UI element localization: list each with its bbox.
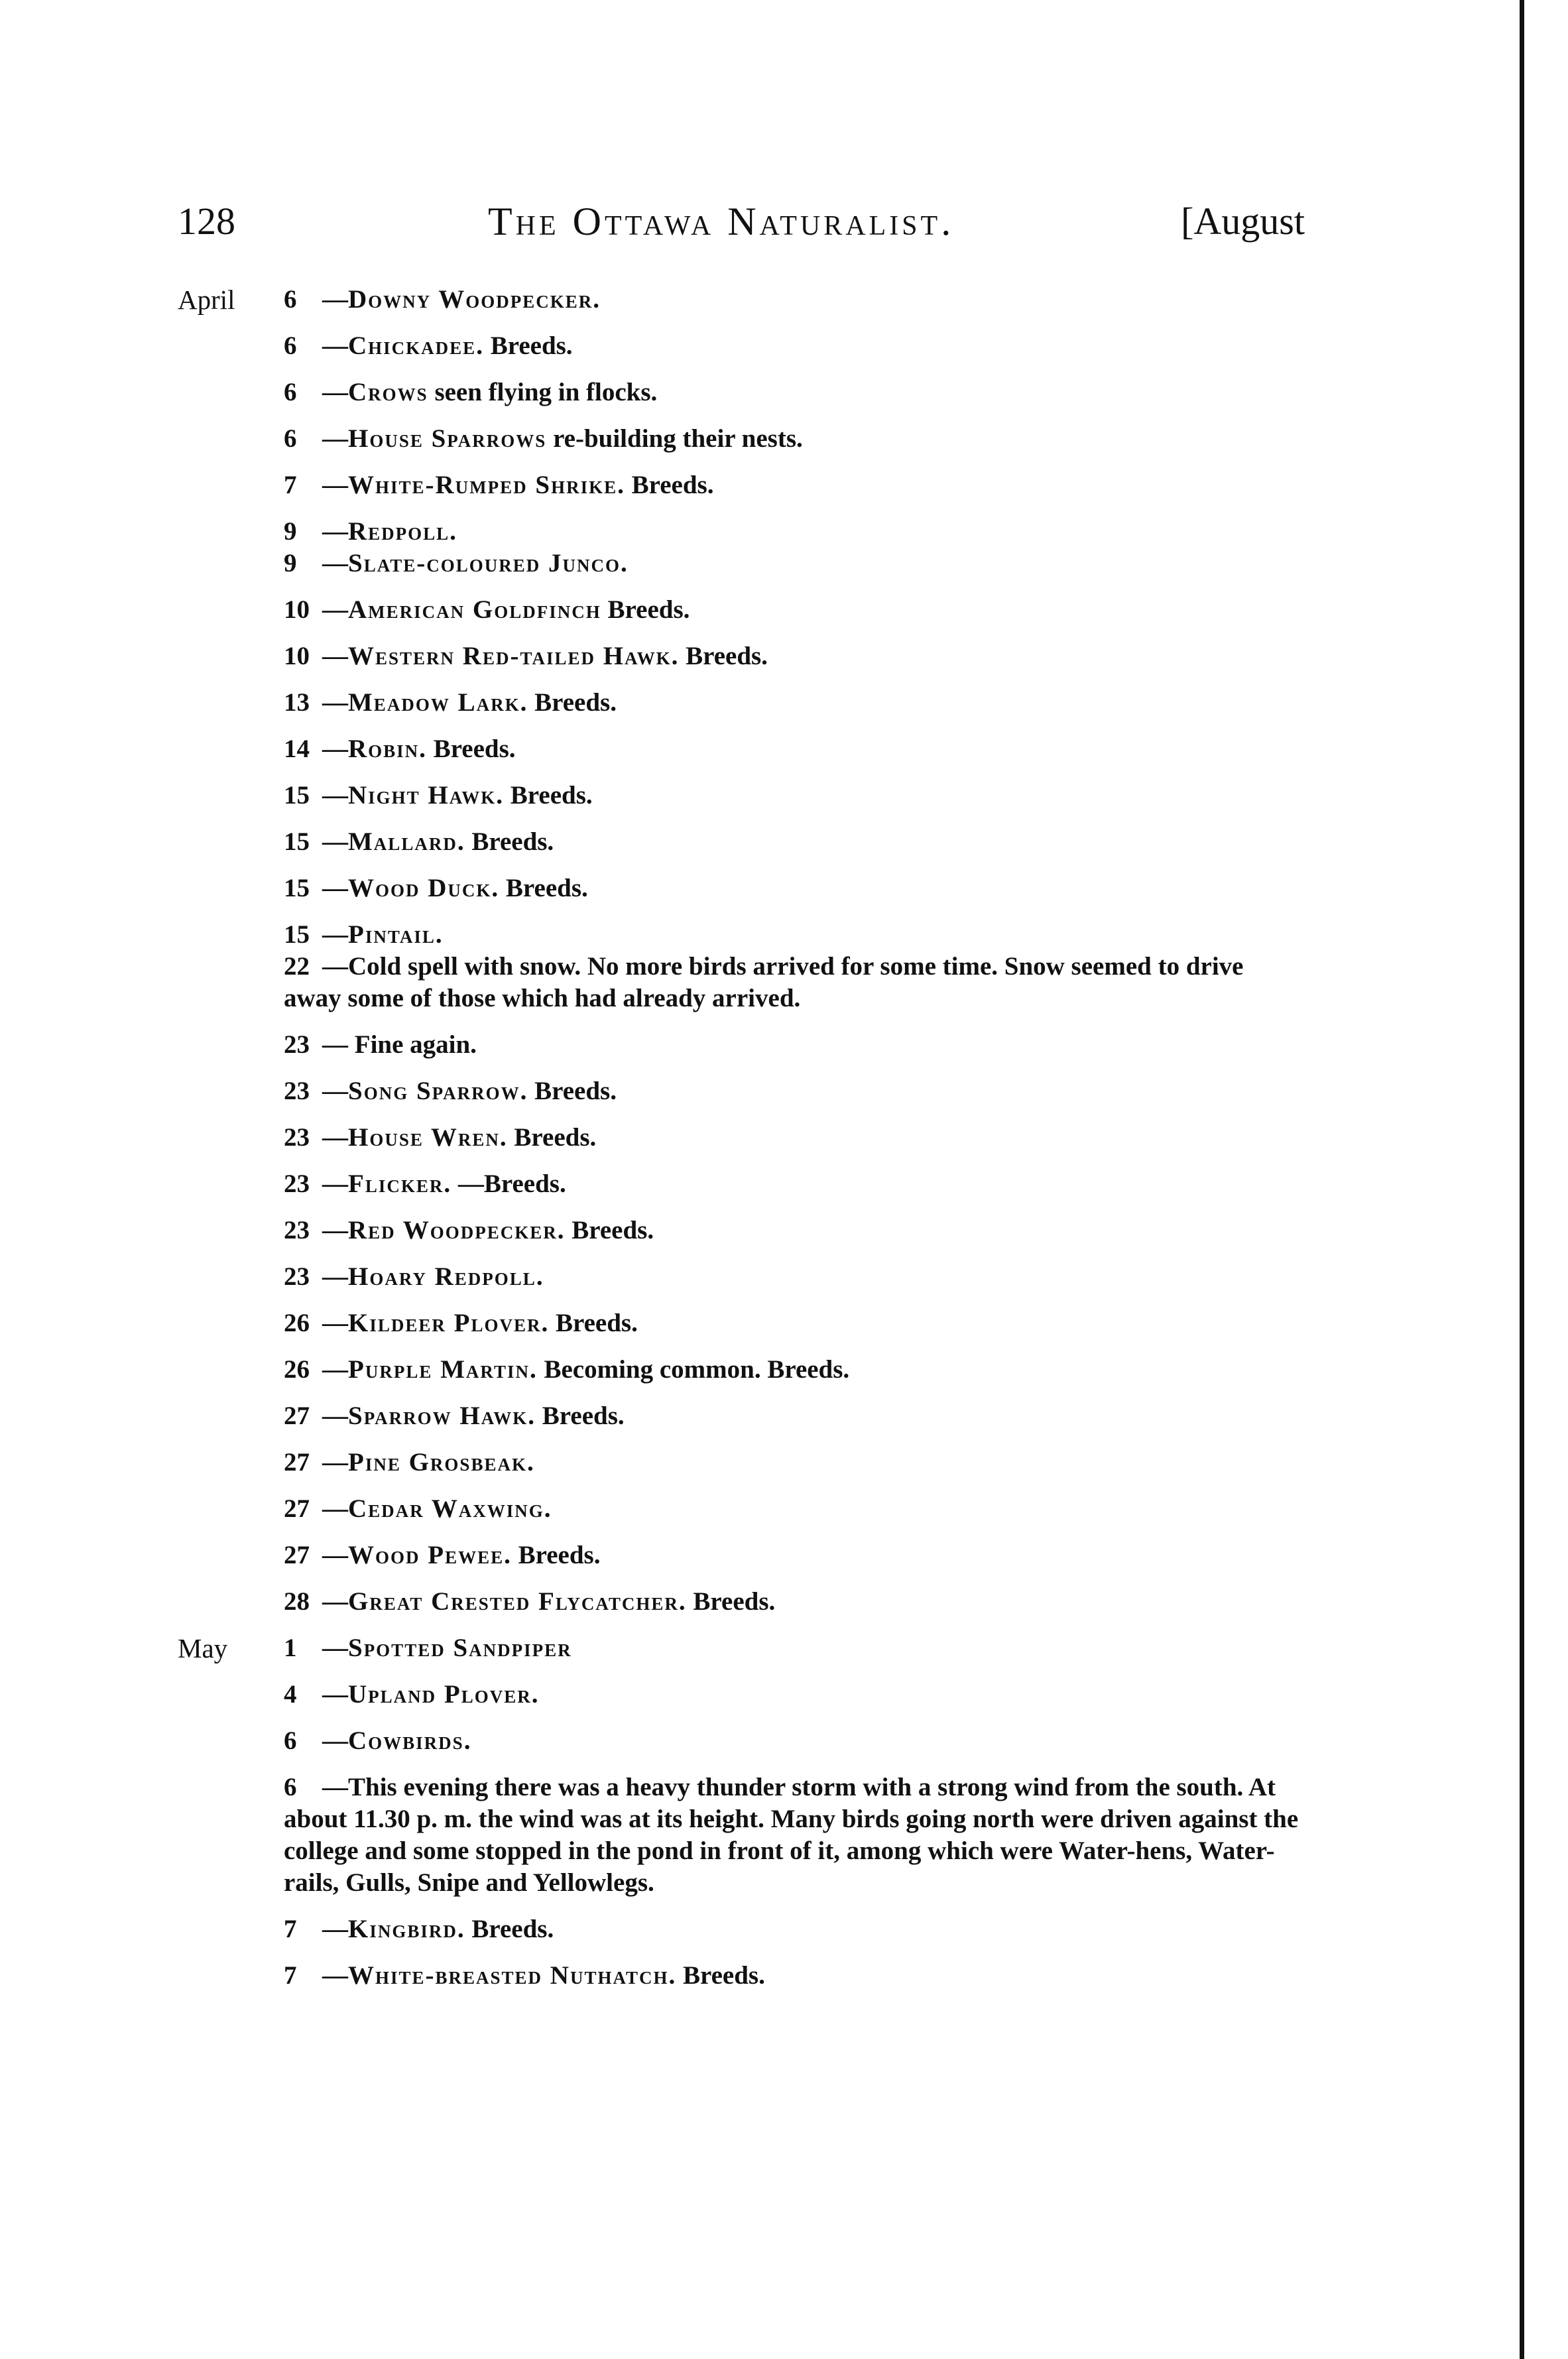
species-name: American Goldfinch bbox=[348, 595, 601, 624]
list-item: 23 —House Wren. Breeds. bbox=[178, 1122, 1305, 1154]
list-item: 27 —Wood Pewee. Breeds. bbox=[178, 1540, 1305, 1571]
entry-note: Breeds. bbox=[534, 688, 617, 717]
entry-day: 1 bbox=[284, 1634, 297, 1662]
species-name: Flicker. bbox=[348, 1170, 452, 1198]
entry-note: Breeds. bbox=[555, 1309, 638, 1337]
page-header bbox=[178, 199, 1305, 252]
list-item: 6 —Cowbirds. bbox=[178, 1725, 1305, 1757]
list-item: 23 —Flicker. —Breeds. bbox=[178, 1168, 1305, 1200]
entry-day: 15 bbox=[284, 874, 310, 902]
species-name: Mallard. bbox=[348, 827, 465, 856]
entry-note: —Breeds. bbox=[457, 1170, 566, 1198]
entry-note: Becoming common. Breeds. bbox=[544, 1355, 850, 1384]
species-name: Hoary Redpoll. bbox=[348, 1262, 544, 1291]
list-item: May 1 —Spotted Sandpiper bbox=[178, 1633, 572, 1663]
entry-day: 6 bbox=[284, 1773, 297, 1801]
species-name: Pine Grosbeak. bbox=[348, 1448, 535, 1477]
list-item: 27 —Pine Grosbeak. bbox=[178, 1447, 1305, 1479]
entry-day: 4 bbox=[284, 1680, 297, 1709]
species-name: Meadow Lark. bbox=[348, 688, 528, 717]
list-item: 7 —Kingbird. Breeds. bbox=[178, 1913, 1305, 1945]
species-name: Chickadee. bbox=[348, 332, 484, 360]
species-name: Wood Pewee. bbox=[348, 1541, 512, 1569]
species-name: House Sparrows bbox=[348, 424, 547, 453]
entry-note: Breeds. bbox=[471, 1915, 554, 1943]
entry-note: Fine again. bbox=[354, 1030, 477, 1059]
list-item: 6 —Crows seen flying in flocks. bbox=[178, 377, 1305, 408]
species-name: Kildeer Plover. bbox=[348, 1309, 550, 1337]
entry-day: 6 bbox=[284, 1726, 297, 1755]
species-name: Night Hawk. bbox=[348, 781, 505, 810]
entry-month: April bbox=[178, 284, 235, 315]
entry-day: 23 bbox=[284, 1123, 310, 1152]
entry-note: Cold spell with snow. No more birds arrived for some time. Snow seemed to drive away some of those which had already arrived. bbox=[284, 952, 1244, 1012]
entry-day: 23 bbox=[284, 1216, 310, 1244]
list-item: 23 —Song Sparrow. Breeds. bbox=[178, 1075, 1305, 1107]
entry-day: 23 bbox=[284, 1262, 310, 1291]
list-item: 9 —Redpoll. bbox=[178, 516, 1305, 548]
species-name: Robin. bbox=[348, 735, 427, 763]
species-name: Red Woodpecker. bbox=[348, 1216, 566, 1244]
entry-note: Breeds. bbox=[572, 1216, 654, 1244]
list-item: 23 — Fine again. bbox=[178, 1029, 1305, 1061]
list-item: 27 —Cedar Waxwing. bbox=[178, 1493, 1305, 1525]
entry-day: 27 bbox=[284, 1494, 310, 1523]
entry-day: 26 bbox=[284, 1309, 310, 1337]
entry-day: 9 bbox=[284, 517, 297, 546]
bird-arrival-list bbox=[178, 284, 1305, 2006]
entry-day: 23 bbox=[284, 1170, 310, 1198]
list-item: 6 —This evening there was a heavy thunder storm with a strong wind from the south. At about 11.30 p. m. the wind was at its height. Many birds going north were driven against the college and some stopped in the pond in front of it, among which were Water-hens, Water-rails, Gulls, Snipe and Yellowlegs. bbox=[284, 1773, 1299, 1897]
species-name: Slate-coloured Junco. bbox=[348, 549, 629, 577]
species-name: Crows bbox=[348, 378, 428, 406]
entry-note: Breeds. bbox=[686, 642, 768, 670]
list-item: 23 —Hoary Redpoll. bbox=[178, 1261, 1305, 1293]
entry-note: This evening there was a heavy thunder storm with a strong wind from the south. At about 11.30 p. m. the wind was at its height. Many birds going north were driven against the college and some stopped in the pond in front of it, among which were Water-hens, Water-rails, Gulls, Snipe and Yellowlegs. bbox=[284, 1773, 1299, 1897]
species-name: Pintail. bbox=[348, 920, 444, 949]
list-item: 15 —Wood Duck. Breeds. bbox=[178, 873, 1305, 904]
entry-note: Breeds. bbox=[514, 1123, 597, 1152]
list-item: 10 —American Goldfinch Breeds. bbox=[178, 594, 1305, 626]
entry-day: 15 bbox=[284, 920, 310, 949]
species-name: White-breasted Nuthatch. bbox=[348, 1961, 677, 1990]
list-item: 26 —Purple Martin. Becoming common. Breeds. bbox=[178, 1354, 1305, 1386]
list-item: 6 —House Sparrows re-building their nests. bbox=[178, 423, 1305, 455]
entry-day: 7 bbox=[284, 1915, 297, 1943]
list-item: 7 —White-Rumped Shrike. Breeds. bbox=[178, 469, 1305, 501]
entry-day: 6 bbox=[284, 285, 297, 314]
entry-day: 10 bbox=[284, 595, 310, 624]
journal-title: The Ottawa Naturalist. bbox=[488, 200, 955, 243]
species-name: Purple Martin. bbox=[348, 1355, 538, 1384]
entry-note: Breeds. bbox=[433, 735, 516, 763]
list-item: 27 —Sparrow Hawk. Breeds. bbox=[178, 1400, 1305, 1432]
entry-day: 27 bbox=[284, 1402, 310, 1430]
species-name: Cowbirds. bbox=[348, 1726, 472, 1755]
month-marker: [August bbox=[1181, 200, 1305, 243]
entry-day: 6 bbox=[284, 332, 297, 360]
entry-day: 15 bbox=[284, 827, 310, 856]
entry-day: 26 bbox=[284, 1355, 310, 1384]
entry-note: seen flying in flocks. bbox=[434, 378, 658, 406]
page-edge-rule bbox=[1520, 0, 1524, 2359]
entry-note: Breeds. bbox=[490, 332, 573, 360]
entry-note: Breeds. bbox=[510, 781, 593, 810]
entry-note: Breeds. bbox=[534, 1077, 617, 1105]
species-name: Spotted Sandpiper bbox=[348, 1634, 572, 1662]
entry-note: Breeds. bbox=[693, 1587, 776, 1616]
list-item: 6 —Chickadee. Breeds. bbox=[178, 330, 1305, 362]
list-item: 13 —Meadow Lark. Breeds. bbox=[178, 687, 1305, 719]
list-item: 22 —Cold spell with snow. No more birds arrived for some time. Snow seemed to drive away some of those which had already arrived. bbox=[284, 952, 1244, 1012]
entry-note: Breeds. bbox=[471, 827, 554, 856]
entry-day: 27 bbox=[284, 1541, 310, 1569]
entry-day: 6 bbox=[284, 378, 297, 406]
page-number: 128 bbox=[178, 200, 235, 243]
entry-month: May bbox=[178, 1633, 228, 1663]
entry-note: re-building their nests. bbox=[553, 424, 803, 453]
species-name: Sparrow Hawk. bbox=[348, 1402, 536, 1430]
species-name: Downy Woodpecker. bbox=[348, 285, 601, 314]
list-item: 9 —Slate-coloured Junco. bbox=[178, 548, 1305, 579]
entry-note: Breeds. bbox=[505, 874, 588, 902]
entry-day: 15 bbox=[284, 781, 310, 810]
list-item: 14 —Robin. Breeds. bbox=[178, 733, 1305, 765]
species-name: Western Red-tailed Hawk. bbox=[348, 642, 680, 670]
entry-note: Breeds. bbox=[518, 1541, 601, 1569]
entry-day: 10 bbox=[284, 642, 310, 670]
species-name: Redpoll. bbox=[348, 517, 457, 546]
list-item: 15 —Pintail. bbox=[178, 919, 1305, 951]
list-item: 15 —Mallard. Breeds. bbox=[178, 826, 1305, 858]
species-name: Song Sparrow. bbox=[348, 1077, 528, 1105]
entry-note: Breeds. bbox=[607, 595, 690, 624]
entry-note: Breeds. bbox=[542, 1402, 625, 1430]
species-name: Great Crested Flycatcher. bbox=[348, 1587, 687, 1616]
list-item: 4 —Upland Plover. bbox=[178, 1679, 1305, 1711]
entry-day: 9 bbox=[284, 549, 297, 577]
entry-note: Breeds. bbox=[683, 1961, 765, 1990]
species-name: Cedar Waxwing. bbox=[348, 1494, 552, 1523]
list-item: 28 —Great Crested Flycatcher. Breeds. bbox=[178, 1586, 1305, 1618]
entry-day: 28 bbox=[284, 1587, 310, 1616]
species-name: Wood Duck. bbox=[348, 874, 500, 902]
entry-day: 7 bbox=[284, 471, 297, 499]
entry-day: 13 bbox=[284, 688, 310, 717]
entry-day: 7 bbox=[284, 1961, 297, 1990]
entry-day: 22 bbox=[284, 952, 310, 981]
species-name: Kingbird. bbox=[348, 1915, 465, 1943]
entry-day: 23 bbox=[284, 1030, 310, 1059]
entry-day: 14 bbox=[284, 735, 310, 763]
list-item: 26 —Kildeer Plover. Breeds. bbox=[178, 1307, 1305, 1339]
species-name: White-Rumped Shrike. bbox=[348, 471, 625, 499]
entry-note: Breeds. bbox=[631, 471, 714, 499]
entry-day: 27 bbox=[284, 1448, 310, 1477]
species-name: House Wren. bbox=[348, 1123, 508, 1152]
entry-day: 23 bbox=[284, 1077, 310, 1105]
list-item: 7 —White-breasted Nuthatch. Breeds. bbox=[178, 1960, 1305, 1992]
list-item: 15 —Night Hawk. Breeds. bbox=[178, 780, 1305, 812]
list-item: 23 —Red Woodpecker. Breeds. bbox=[178, 1215, 1305, 1246]
entry-day: 6 bbox=[284, 424, 297, 453]
list-item: 10 —Western Red-tailed Hawk. Breeds. bbox=[178, 640, 1305, 672]
species-name: Upland Plover. bbox=[348, 1680, 540, 1709]
list-item: April 6 —Downy Woodpecker. bbox=[178, 284, 601, 315]
